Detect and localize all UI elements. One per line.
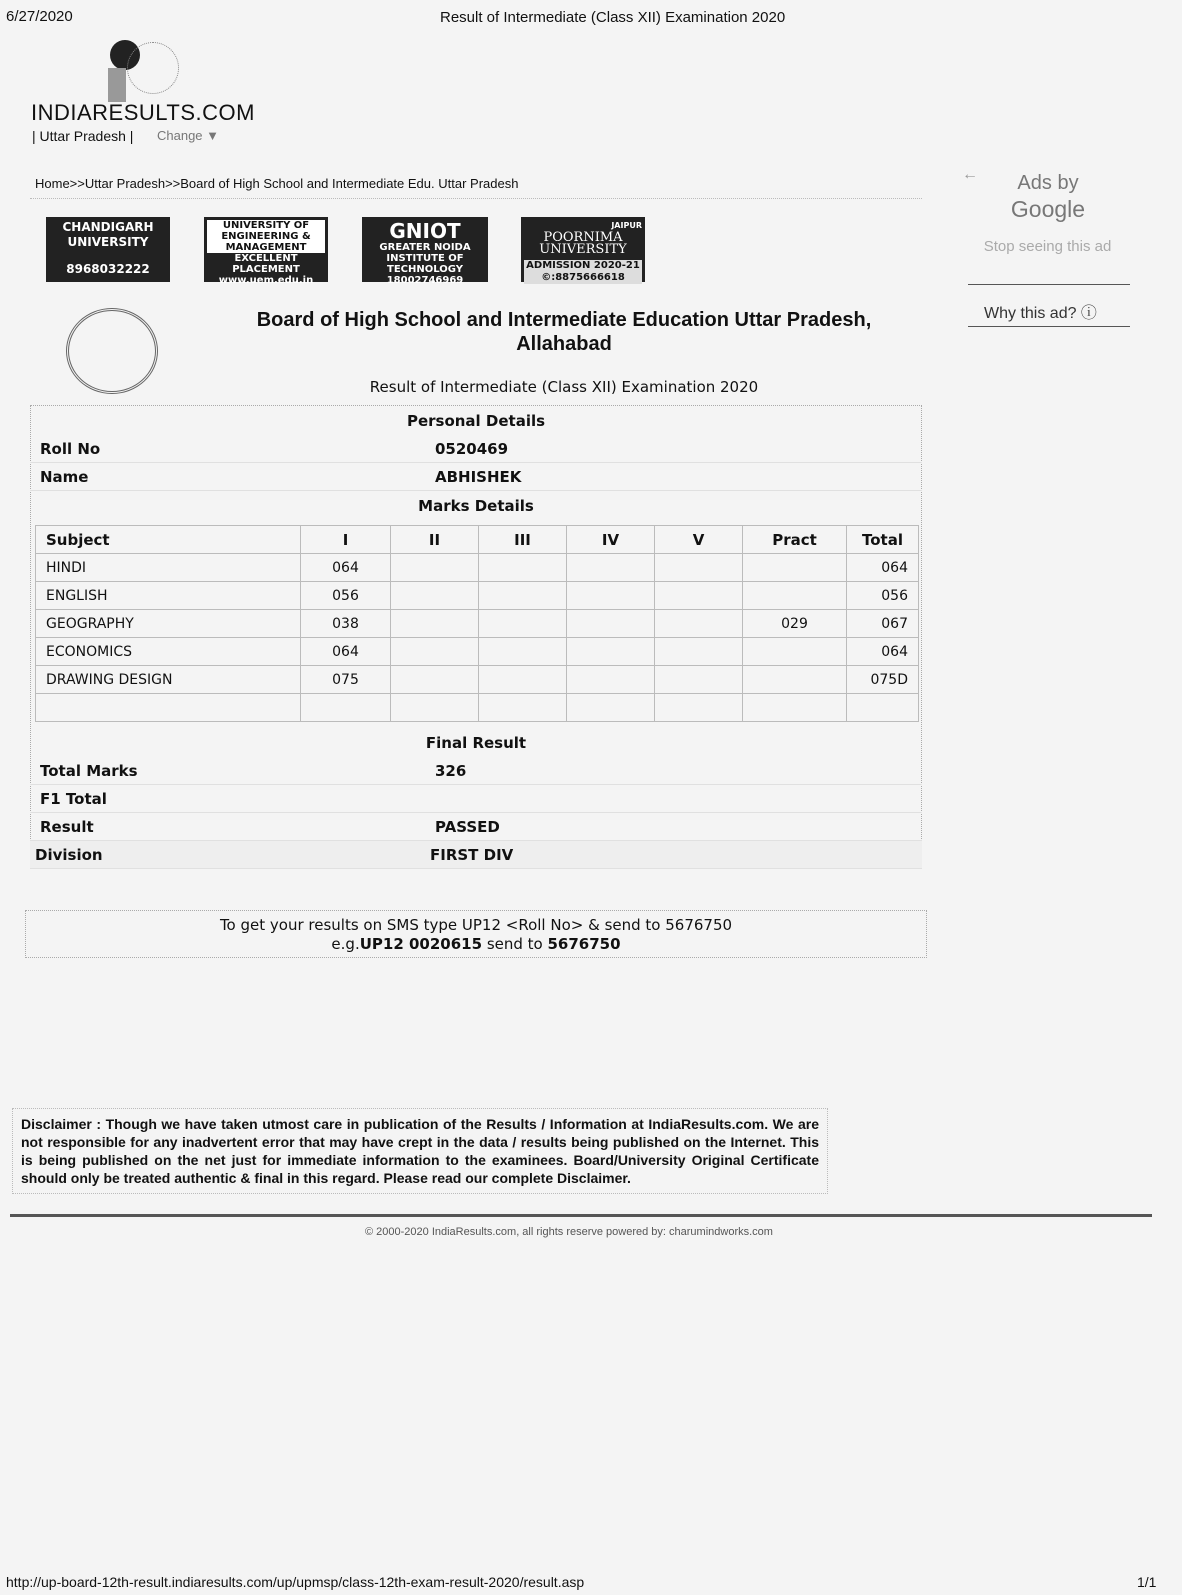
mark-cell — [655, 666, 743, 694]
table-row — [36, 666, 919, 694]
disclaimer: Disclaimer : Though we have taken utmost care in publication of the Results / Information at IndiaResults.com. We are not responsible for any inadvertent error that may have crept in the data / results being published on the Internet. This is being published on the net just for immediate information to the examinees. Board/University Original Certificate should only be treated authentic & final in this regard. Please read our complete Disclaimer. — [12, 1108, 828, 1194]
why-this-ad-button[interactable]: Why this ad? ⓘ — [984, 305, 1097, 322]
board-seal-icon — [66, 308, 158, 394]
back-arrow-icon[interactable]: ← — [962, 166, 978, 183]
result-row: Result PASSED — [30, 813, 922, 841]
change-state-link[interactable]: Change ▼ — [157, 128, 220, 143]
total-marks-row: Total Marks 326 — [30, 757, 922, 785]
ad-poornima[interactable]: JAIPUR POORNIMA UNIVERSITY ADMISSION 2020-21 ©:8875666618 — [521, 217, 645, 282]
state-label: | Uttar Pradesh | — [32, 128, 134, 144]
mark-cell — [391, 554, 479, 582]
exam-subtitle: Result of Intermediate (Class XII) Examination 2020 — [369, 378, 759, 396]
table-row — [36, 554, 919, 582]
copyright: © 2000-2020 IndiaResults.com, all rights reserve powered by: charumindworks.com — [365, 1226, 773, 1238]
ad-chandigarh-university[interactable]: CHANDIGARH UNIVERSITY 8968032222 — [46, 217, 170, 282]
personal-details-heading: Personal Details — [406, 412, 546, 430]
mark-cell — [743, 638, 847, 666]
subject-cell: HINDI — [36, 554, 301, 582]
mark-cell — [655, 638, 743, 666]
mark-cell — [391, 582, 479, 610]
table-row — [36, 638, 919, 666]
subject-cell: GEOGRAPHY — [36, 610, 301, 638]
roll-row: Roll No 0520469 — [30, 435, 922, 463]
site-logo[interactable]: INDIARESULTS.COM — [31, 100, 255, 125]
mark-cell — [655, 554, 743, 582]
mark-cell — [655, 694, 743, 722]
roll-number: 0520469 — [435, 440, 509, 458]
mark-cell — [743, 694, 847, 722]
mark-cell — [479, 638, 567, 666]
mark-cell — [391, 638, 479, 666]
mark-cell — [743, 666, 847, 694]
mark-cell — [479, 694, 567, 722]
mark-cell: 056 — [847, 582, 919, 610]
mark-cell: 038 — [301, 610, 391, 638]
mark-cell — [391, 610, 479, 638]
print-title: Result of Intermediate (Class XII) Examination 2020 — [440, 9, 786, 26]
mark-cell: 064 — [301, 554, 391, 582]
table-row — [36, 582, 919, 610]
mark-cell — [391, 666, 479, 694]
mark-cell — [743, 554, 847, 582]
ad-gniot[interactable]: GNIOT GREATER NOIDA INSTITUTE OF TECHNOLOGY 18002746969 — [362, 217, 488, 282]
mark-cell — [847, 694, 919, 722]
sms-info: To get your results on SMS type UP12 <Roll No> & send to 5676750 e.g.UP12 0020615 send to 5676750 — [25, 910, 927, 958]
subject-cell: DRAWING DESIGN — [36, 666, 301, 694]
ad-uem[interactable]: UNIVERSITY OF ENGINEERING & MANAGEMENT EXCELLENT PLACEMENT www.uem.edu.in — [204, 217, 328, 282]
mark-cell — [567, 610, 655, 638]
marks-table: Subject I II III IV V Pract Total HINDI 064 064 ENGLISH 056 056 GEOGRAPHY 038 029 067 ECONOMICS 064 064 DRAWING DESIGN 075 075D — [35, 525, 919, 722]
mark-cell: 029 — [743, 610, 847, 638]
google-logo: Google — [1010, 196, 1086, 222]
breadcrumb[interactable]: Home>>Uttar Pradesh>>Board of High School and Intermediate Edu. Uttar Pradesh — [35, 176, 519, 191]
table-row — [36, 694, 919, 722]
mark-cell — [479, 554, 567, 582]
candidate-name: ABHISHEK — [435, 468, 522, 486]
mark-cell: 064 — [301, 638, 391, 666]
mark-cell — [479, 582, 567, 610]
mark-cell: 067 — [847, 610, 919, 638]
print-date: 6/27/2020 — [6, 8, 73, 25]
subject-cell — [36, 694, 301, 722]
mark-cell — [743, 582, 847, 610]
mark-cell: 064 — [847, 554, 919, 582]
name-row: Name ABHISHEK — [30, 463, 922, 491]
mark-cell — [567, 554, 655, 582]
subject-cell: ENGLISH — [36, 582, 301, 610]
mark-cell: 075D — [847, 666, 919, 694]
board-title: Board of High School and Intermediate Education Uttar Pradesh, Allahabad — [256, 309, 872, 355]
mark-cell — [567, 582, 655, 610]
mark-cell — [567, 638, 655, 666]
mark-cell — [479, 666, 567, 694]
mark-cell — [391, 694, 479, 722]
final-result-heading: Final Result — [425, 734, 527, 752]
mark-cell — [301, 694, 391, 722]
marks-details-heading: Marks Details — [418, 497, 534, 515]
mark-cell: 056 — [301, 582, 391, 610]
print-url: http://up-board-12th-result.indiaresults.com/up/upmsp/class-12th-exam-result-2020/result.asp — [6, 1574, 585, 1590]
mark-cell — [655, 610, 743, 638]
subject-cell: ECONOMICS — [36, 638, 301, 666]
mark-cell — [655, 582, 743, 610]
division-row: Division FIRST DIV — [30, 841, 922, 869]
f1-total-row: F1 Total — [30, 785, 922, 813]
mark-cell: 064 — [847, 638, 919, 666]
mark-cell — [567, 694, 655, 722]
mark-cell: 075 — [301, 666, 391, 694]
mark-cell — [567, 666, 655, 694]
page-number: 1/1 — [1137, 1574, 1157, 1590]
table-row — [36, 610, 919, 638]
stop-seeing-ad-button[interactable]: Stop seeing this ad — [983, 238, 1112, 255]
mark-cell — [479, 610, 567, 638]
